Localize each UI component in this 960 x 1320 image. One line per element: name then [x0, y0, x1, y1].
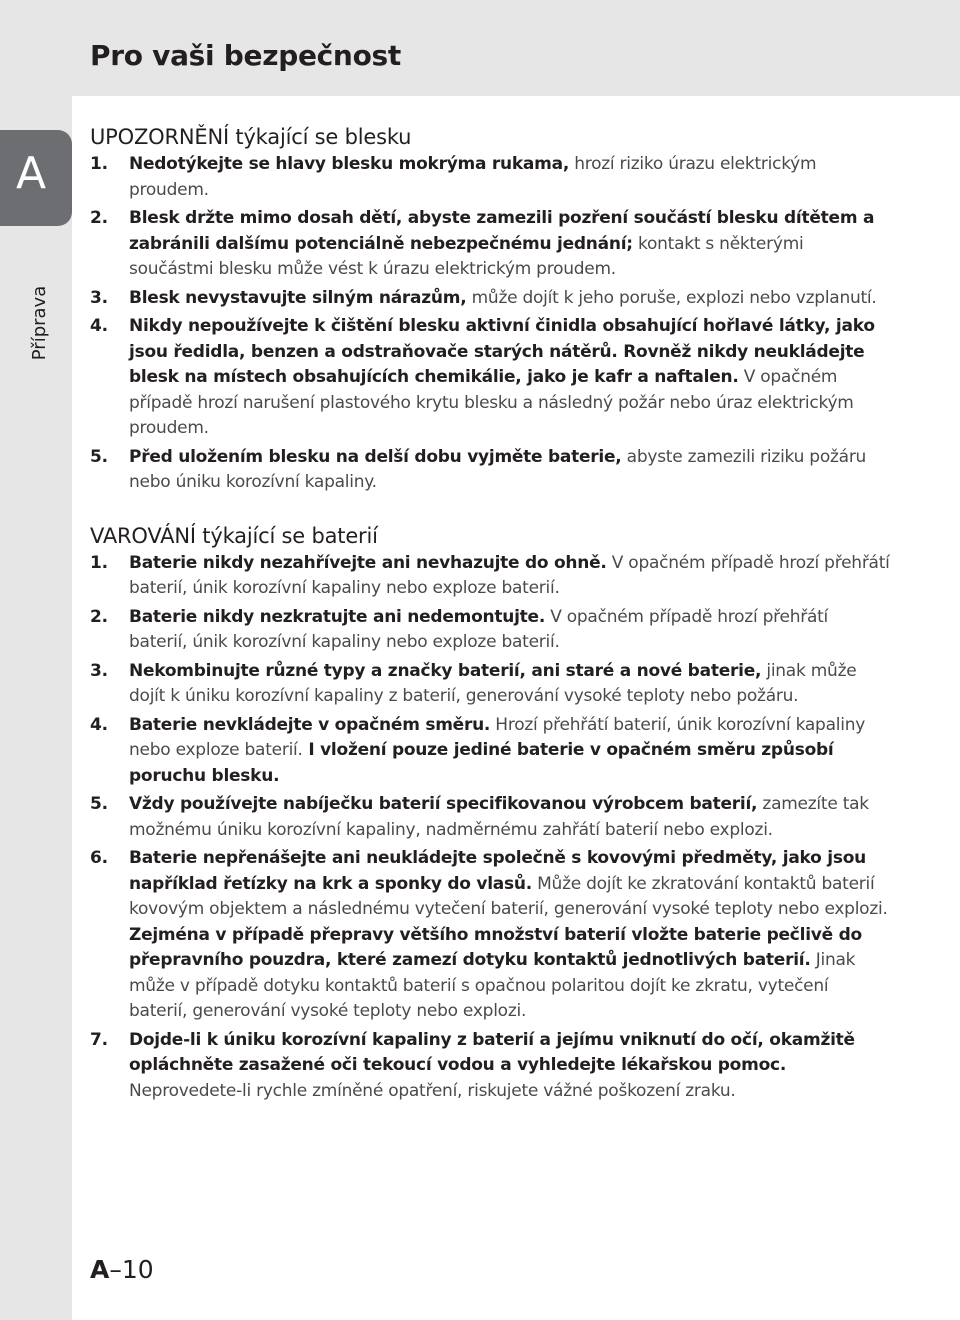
item-number: 2. [90, 208, 108, 228]
caution-heading: UPOZORNĚNÍ týkající se blesku [90, 125, 412, 149]
chapter-tab-label: Příprava [29, 285, 50, 361]
item-text: abyste zamezili riziku požáru nebo úniku korozívní kapaliny. [129, 446, 867, 492]
item-number: 1. [90, 552, 108, 573]
item-text: Neprovedete-li rychle zmíněné opatření, riskujete vážné poškození zraku. [129, 1080, 736, 1101]
chapter-tab-letter: A [15, 148, 47, 199]
caution-item [90, 314, 890, 442]
item-bold-text: Baterie nepřenášejte ani neukládejte společně s kovovými předměty, jako jsou například řetízky na krk a sponky do vlasů. [129, 848, 866, 894]
item-number: 3. [90, 660, 108, 681]
item-text: Hrozí přehřátí baterií, únik korozívní kapaliny nebo exploze baterií. [129, 714, 866, 760]
item-extra-bold-text: Zejména v případě přepravy většího množství baterií vložte baterie pečlivě do přepravního pouzdra, které zamezí dotyku kontaktů jednotlivých baterií. [129, 924, 862, 970]
item-text: Může dojít ke zkratování kontaktů baterií kovovým objektem a následnému vytečení baterií, generování vysoké teploty nebo explozi. [129, 873, 888, 919]
warning-item [90, 792, 890, 843]
item-text: V opačném případě hrozí narušení plastového krytu blesku a následný požár nebo úraz elektrickým proudem. [129, 367, 854, 438]
caution-item [90, 445, 890, 496]
item-bold-text: Baterie nevkládejte v opačném směru. [129, 714, 491, 735]
item-bold-text: Baterie nikdy nezkratujte ani nedemontujte. [129, 606, 546, 627]
caution-item [90, 286, 890, 312]
item-text: kontakt s některými součástmi blesku může vést k úrazu elektrickým proudem. [129, 233, 804, 279]
item-number: 7. [90, 1029, 108, 1050]
item-bold-text: Blesk držte mimo dosah dětí, abyste zamezili pozření součástí blesku dítětem a zabránili dalšímu potenciálně nebezpečnému jednání; [129, 208, 875, 254]
warning-item [90, 1028, 890, 1105]
item-number: 1. [90, 154, 108, 174]
item-number: 5. [90, 794, 108, 814]
item-text: může dojít k jeho poruše, explozi nebo vzplanutí. [466, 287, 877, 308]
item-bold-text: Nikdy nepoužívejte k čištění blesku aktivní činidla obsahující hořlavé látky, jako jsou ředidla, benzen a odstraňovače starých nátěrů. Rovněž nikdy neukládejte blesk na místech obsahujících chemikálie, jako je kafr a naftalen. [129, 316, 875, 387]
item-text: hrozí riziko úrazu elektrickým proudem. [129, 154, 817, 200]
caution-item [90, 206, 890, 283]
item-bold-text: Baterie nikdy nezahřívejte ani nevhazujte do ohně. [129, 552, 607, 573]
caution-list [90, 152, 890, 496]
item-bold-text: Nekombinujte různé typy a značky baterií, ani staré a nové baterie, [129, 660, 762, 681]
warning-item [90, 846, 890, 1025]
item-bold-text-2: I vložení pouze jediné baterie v opačném směru způsobí poruchu blesku. [129, 740, 834, 786]
page-number [90, 1252, 154, 1288]
item-number: 6. [90, 848, 108, 868]
item-bold-text: Vždy používejte nabíječku baterií specifikovanou výrobcem baterií, [129, 794, 758, 814]
item-extra-text: Jinak může v případě dotyku kontaktů baterií s opačnou polaritou dojít ke zkratu, vytečení baterií, generování vysoké teploty nebo explozi. [129, 950, 856, 1021]
warning-item [90, 551, 890, 602]
warning-item [90, 659, 890, 710]
page-number-prefix: A [90, 1255, 110, 1284]
item-number: 5. [90, 446, 108, 467]
caution-item [90, 152, 890, 203]
item-number: 4. [90, 714, 108, 735]
warning-list [90, 551, 890, 1105]
item-bold-text: Dojde-li k úniku korozívní kapaliny z baterií a jejímu vniknutí do očí, okamžitě opláchněte zasažené oči tekoucí vodou a vyhledejte lékařskou pomoc. [129, 1029, 855, 1075]
item-number: 3. [90, 287, 108, 308]
item-bold-text: Blesk nevystavujte silným nárazům, [129, 287, 467, 308]
section-spacer [90, 499, 890, 521]
content [90, 122, 890, 1107]
item-text: V opačném případě hrozí přehřátí baterií, únik korozívní kapaliny nebo exploze baterií. [129, 552, 890, 598]
item-text: zamezíte tak možnému úniku korozívní kapaliny, nadměrnému zahřátí baterií nebo explozi. [129, 794, 869, 840]
item-bold-text: Před uložením blesku na delší dobu vyjměte baterie, [129, 446, 622, 467]
item-extra-paragraph [129, 923, 890, 1025]
page-number-suffix: –10 [109, 1255, 154, 1284]
item-number: 2. [90, 606, 108, 627]
item-text: jinak může dojít k úniku korozívní kapaliny z baterií, generování vysoké teploty nebo požáru. [129, 660, 857, 706]
warning-item [90, 713, 890, 790]
warning-item [90, 605, 890, 656]
item-number: 4. [90, 316, 108, 336]
item-bold-text: Nedotýkejte se hlavy blesku mokrýma rukama, [129, 154, 570, 174]
page-title: Pro vaši bezpečnost [90, 39, 401, 72]
warning-heading: VAROVÁNÍ týkající se baterií [90, 523, 378, 548]
chapter-tab [0, 130, 72, 226]
item-text: V opačném případě hrozí přehřátí baterií, únik korozívní kapaliny nebo exploze baterií. [129, 606, 829, 652]
